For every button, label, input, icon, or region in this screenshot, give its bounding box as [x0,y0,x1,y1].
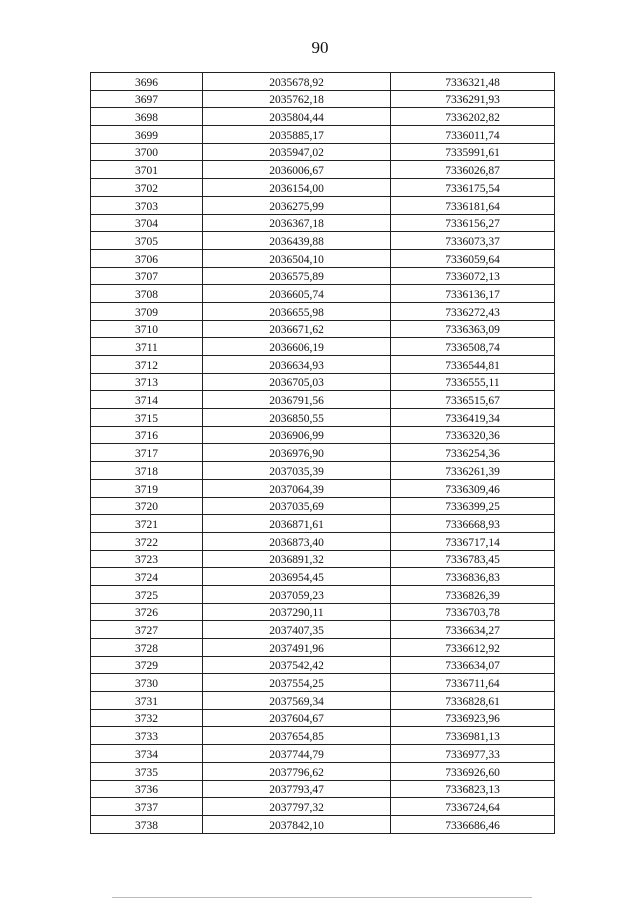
point-number-cell: 3726 [91,603,203,621]
table-row [91,585,555,603]
y-coordinate-cell: 7336612,92 [391,639,555,657]
point-number-cell: 3707 [91,267,203,285]
y-coordinate-cell: 7336783,45 [391,550,555,568]
point-number-cell: 3734 [91,745,203,763]
x-coordinate-cell: 2035947,02 [203,143,391,161]
point-number-cell: 3730 [91,674,203,692]
point-number-cell: 3722 [91,532,203,550]
x-coordinate-cell: 2036154,00 [203,179,391,197]
table-row [91,90,555,108]
table-row [91,780,555,798]
x-coordinate-cell: 2036671,62 [203,320,391,338]
y-coordinate-cell: 7336977,33 [391,745,555,763]
y-coordinate-cell: 7336272,43 [391,302,555,320]
point-number-cell: 3720 [91,497,203,515]
y-coordinate-cell: 7336981,13 [391,727,555,745]
y-coordinate-cell: 7336634,27 [391,621,555,639]
table-row [91,126,555,144]
x-coordinate-cell: 2036954,45 [203,568,391,586]
point-number-cell: 3719 [91,479,203,497]
y-coordinate-cell: 7336544,81 [391,356,555,374]
table-row [91,179,555,197]
y-coordinate-cell: 7336923,96 [391,709,555,727]
point-number-cell: 3737 [91,798,203,816]
table-row [91,373,555,391]
x-coordinate-cell: 2036873,40 [203,532,391,550]
x-coordinate-cell: 2036275,99 [203,196,391,214]
coordinates-table [90,72,555,834]
point-number-cell: 3733 [91,727,203,745]
x-coordinate-cell: 2036634,93 [203,356,391,374]
x-coordinate-cell: 2037035,69 [203,497,391,515]
point-number-cell: 3715 [91,409,203,427]
y-coordinate-cell: 7336156,27 [391,214,555,232]
point-number-cell: 3699 [91,126,203,144]
point-number-cell: 3721 [91,515,203,533]
point-number-cell: 3731 [91,692,203,710]
table-row [91,444,555,462]
x-coordinate-cell: 2037491,96 [203,639,391,657]
table-row [91,143,555,161]
table-row [91,285,555,303]
y-coordinate-cell: 7336717,14 [391,532,555,550]
point-number-cell: 3696 [91,73,203,91]
table-row [91,426,555,444]
table-row [91,196,555,214]
y-coordinate-cell: 7336321,48 [391,73,555,91]
table-row [91,568,555,586]
y-coordinate-cell: 7336828,61 [391,692,555,710]
x-coordinate-cell: 2037569,34 [203,692,391,710]
y-coordinate-cell: 7336399,25 [391,497,555,515]
x-coordinate-cell: 2036891,32 [203,550,391,568]
x-coordinate-cell: 2036504,10 [203,249,391,267]
x-coordinate-cell: 2036871,61 [203,515,391,533]
y-coordinate-cell: 7336826,39 [391,585,555,603]
y-coordinate-cell: 7336515,67 [391,391,555,409]
x-coordinate-cell: 2036976,90 [203,444,391,462]
point-number-cell: 3705 [91,232,203,250]
table-row [91,338,555,356]
y-coordinate-cell: 7336703,78 [391,603,555,621]
point-number-cell: 3716 [91,426,203,444]
x-coordinate-cell: 2036575,89 [203,267,391,285]
coordinates-table-body [91,73,555,834]
point-number-cell: 3701 [91,161,203,179]
x-coordinate-cell: 2036006,67 [203,161,391,179]
x-coordinate-cell: 2037797,32 [203,798,391,816]
table-row [91,73,555,91]
x-coordinate-cell: 2037744,79 [203,745,391,763]
table-row [91,497,555,515]
table-row [91,550,555,568]
y-coordinate-cell: 7336202,82 [391,108,555,126]
x-coordinate-cell: 2037796,62 [203,762,391,780]
table-row [91,391,555,409]
x-coordinate-cell: 2035885,17 [203,126,391,144]
table-row [91,161,555,179]
point-number-cell: 3704 [91,214,203,232]
y-coordinate-cell: 7336419,34 [391,409,555,427]
point-number-cell: 3724 [91,568,203,586]
table-row [91,532,555,550]
y-coordinate-cell: 7336836,83 [391,568,555,586]
table-row [91,692,555,710]
table-row [91,409,555,427]
y-coordinate-cell: 7336711,64 [391,674,555,692]
table-row [91,762,555,780]
table-row [91,232,555,250]
y-coordinate-cell: 7336555,11 [391,373,555,391]
y-coordinate-cell: 7336026,87 [391,161,555,179]
x-coordinate-cell: 2037842,10 [203,815,391,833]
x-coordinate-cell: 2037059,23 [203,585,391,603]
x-coordinate-cell: 2037793,47 [203,780,391,798]
point-number-cell: 3698 [91,108,203,126]
y-coordinate-cell: 7336309,46 [391,479,555,497]
table-row [91,320,555,338]
point-number-cell: 3718 [91,462,203,480]
x-coordinate-cell: 2037542,42 [203,656,391,674]
table-row [91,727,555,745]
y-coordinate-cell: 7336686,46 [391,815,555,833]
x-coordinate-cell: 2035762,18 [203,90,391,108]
y-coordinate-cell: 7335991,61 [391,143,555,161]
point-number-cell: 3709 [91,302,203,320]
y-coordinate-cell: 7336823,13 [391,780,555,798]
x-coordinate-cell: 2036850,55 [203,409,391,427]
point-number-cell: 3710 [91,320,203,338]
table-row [91,798,555,816]
x-coordinate-cell: 2035804,44 [203,108,391,126]
y-coordinate-cell: 7336175,54 [391,179,555,197]
table-row [91,249,555,267]
y-coordinate-cell: 7336508,74 [391,338,555,356]
point-number-cell: 3735 [91,762,203,780]
table-row [91,214,555,232]
y-coordinate-cell: 7336059,64 [391,249,555,267]
y-coordinate-cell: 7336724,64 [391,798,555,816]
y-coordinate-cell: 7336136,17 [391,285,555,303]
point-number-cell: 3706 [91,249,203,267]
table-row [91,603,555,621]
y-coordinate-cell: 7336254,36 [391,444,555,462]
x-coordinate-cell: 2036606,19 [203,338,391,356]
point-number-cell: 3702 [91,179,203,197]
point-number-cell: 3717 [91,444,203,462]
point-number-cell: 3703 [91,196,203,214]
point-number-cell: 3714 [91,391,203,409]
point-number-cell: 3736 [91,780,203,798]
table-row [91,745,555,763]
table-row [91,639,555,657]
x-coordinate-cell: 2036439,88 [203,232,391,250]
y-coordinate-cell: 7336363,09 [391,320,555,338]
x-coordinate-cell: 2037604,67 [203,709,391,727]
y-coordinate-cell: 7336320,36 [391,426,555,444]
point-number-cell: 3708 [91,285,203,303]
table-row [91,356,555,374]
x-coordinate-cell: 2037554,25 [203,674,391,692]
table-row [91,462,555,480]
y-coordinate-cell: 7336072,13 [391,267,555,285]
bottom-divider [112,897,532,898]
table-row [91,709,555,727]
page-number: 90 [311,38,329,57]
y-coordinate-cell: 7336634,07 [391,656,555,674]
y-coordinate-cell: 7336668,93 [391,515,555,533]
x-coordinate-cell: 2036655,98 [203,302,391,320]
y-coordinate-cell: 7336181,64 [391,196,555,214]
point-number-cell: 3697 [91,90,203,108]
point-number-cell: 3725 [91,585,203,603]
point-number-cell: 3727 [91,621,203,639]
x-coordinate-cell: 2035678,92 [203,73,391,91]
point-number-cell: 3729 [91,656,203,674]
x-coordinate-cell: 2037407,35 [203,621,391,639]
table-row [91,267,555,285]
table-row [91,302,555,320]
point-number-cell: 3732 [91,709,203,727]
x-coordinate-cell: 2036906,99 [203,426,391,444]
table-row [91,108,555,126]
x-coordinate-cell: 2037035,39 [203,462,391,480]
point-number-cell: 3728 [91,639,203,657]
point-number-cell: 3711 [91,338,203,356]
table-row [91,515,555,533]
table-row [91,656,555,674]
x-coordinate-cell: 2037064,39 [203,479,391,497]
x-coordinate-cell: 2036705,03 [203,373,391,391]
y-coordinate-cell: 7336261,39 [391,462,555,480]
y-coordinate-cell: 7336073,37 [391,232,555,250]
point-number-cell: 3712 [91,356,203,374]
x-coordinate-cell: 2037290,11 [203,603,391,621]
table-row [91,621,555,639]
point-number-cell: 3738 [91,815,203,833]
table-row [91,674,555,692]
point-number-cell: 3700 [91,143,203,161]
y-coordinate-cell: 7336011,74 [391,126,555,144]
x-coordinate-cell: 2036367,18 [203,214,391,232]
table-row [91,815,555,833]
y-coordinate-cell: 7336926,60 [391,762,555,780]
y-coordinate-cell: 7336291,93 [391,90,555,108]
table-row [91,479,555,497]
point-number-cell: 3723 [91,550,203,568]
point-number-cell: 3713 [91,373,203,391]
x-coordinate-cell: 2036791,56 [203,391,391,409]
x-coordinate-cell: 2037654,85 [203,727,391,745]
x-coordinate-cell: 2036605,74 [203,285,391,303]
